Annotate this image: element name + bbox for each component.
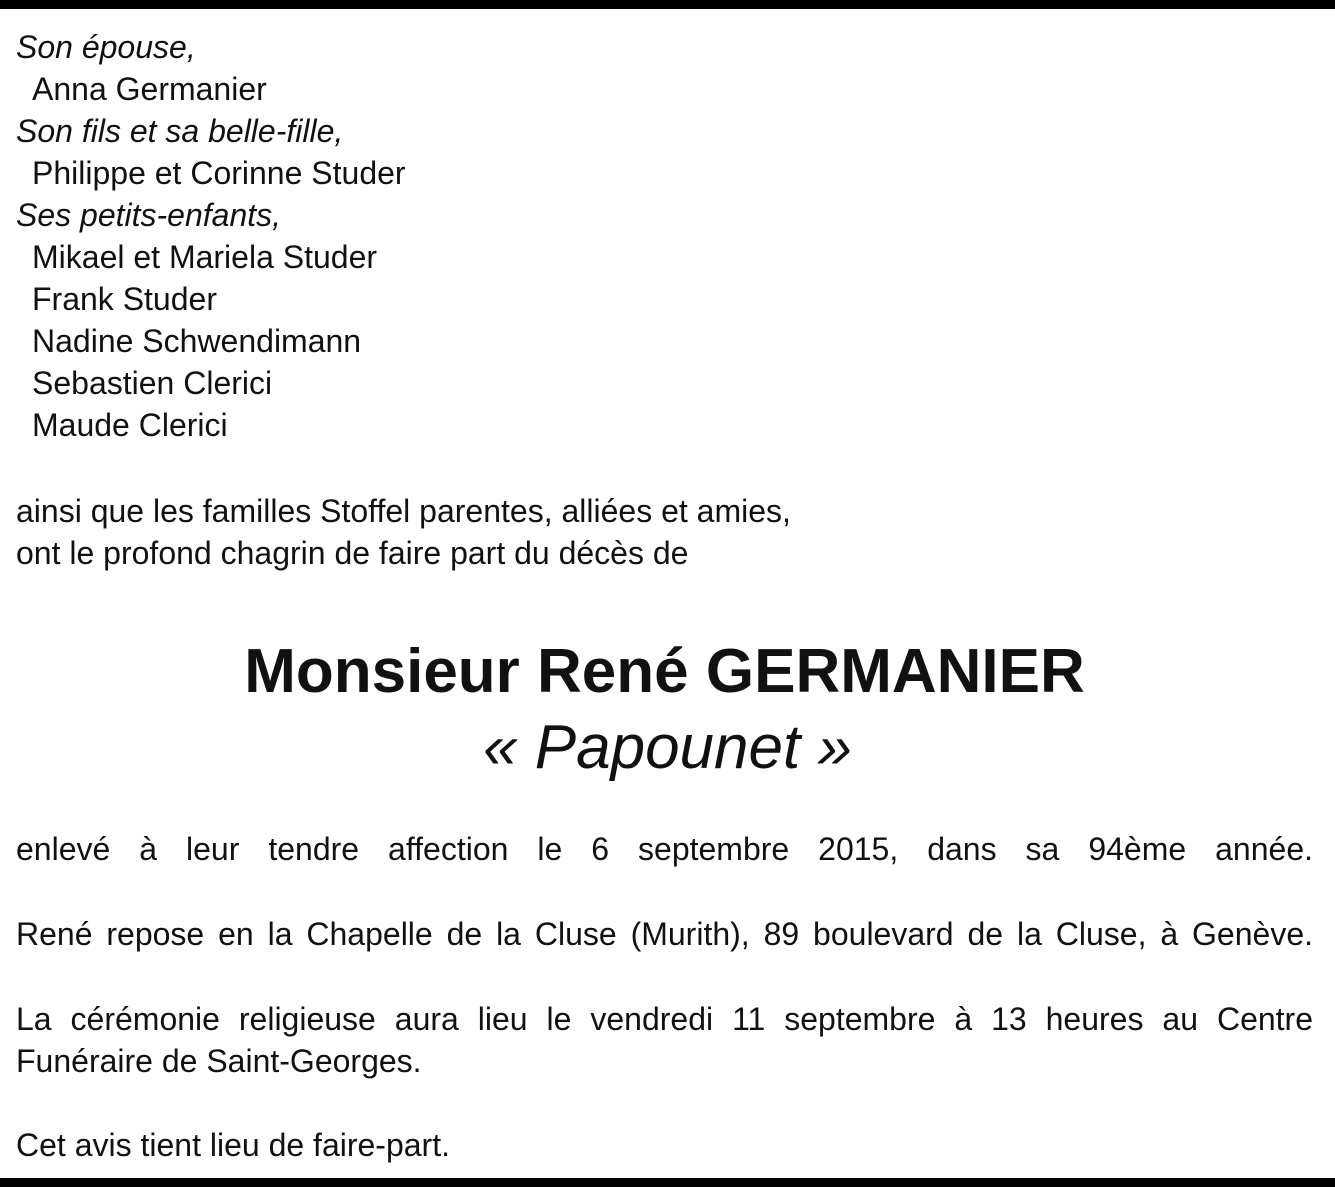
family-name: Mikael et Mariela Studer [32, 239, 378, 275]
bottom-border-rule [0, 1178, 1335, 1187]
announcement-intro [16, 490, 1313, 574]
death-paragraph: enlevé à leur tendre affection le 6 septembre 2015, dans sa 94ème année. [16, 831, 1313, 867]
deceased-name: Monsieur René GERMANIER [244, 637, 1085, 706]
top-border-rule [0, 0, 1335, 9]
family-role-grandchildren: Ses petits-enfants, [16, 197, 282, 233]
family-role-son: Son fils et sa belle-fille, [16, 113, 344, 149]
intro-line-2: ont le profond chagrin de faire part du décès de [16, 535, 689, 571]
intro-line-1: ainsi que les familles Stoffel parentes, alliées et amies, [16, 493, 791, 529]
family-role-spouse: Son épouse, [16, 29, 196, 65]
family-name: Anna Germanier [32, 71, 267, 107]
ceremony-paragraph: La cérémonie religieuse aura lieu le vendredi 11 septembre à 13 heures au Centre Funéraire de Saint-Georges. [16, 1001, 1313, 1079]
family-name: Philippe et Corinne Studer [32, 155, 406, 191]
family-name: Maude Clerici [32, 407, 228, 443]
rest-paragraph: René repose en la Chapelle de la Cluse (Murith), 89 boulevard de la Cluse, à Genève. [16, 916, 1313, 952]
family-name: Sebastien Clerici [32, 365, 273, 401]
family-list [16, 26, 1313, 446]
family-name: Nadine Schwendimann [32, 323, 362, 359]
family-name: Frank Studer [32, 281, 217, 317]
obituary-notice [16, 26, 1313, 1166]
deceased-heading [0, 634, 1335, 786]
deceased-nickname: « Papounet » [483, 713, 852, 782]
notice-paragraph: Cet avis tient lieu de faire-part. [16, 1127, 450, 1163]
